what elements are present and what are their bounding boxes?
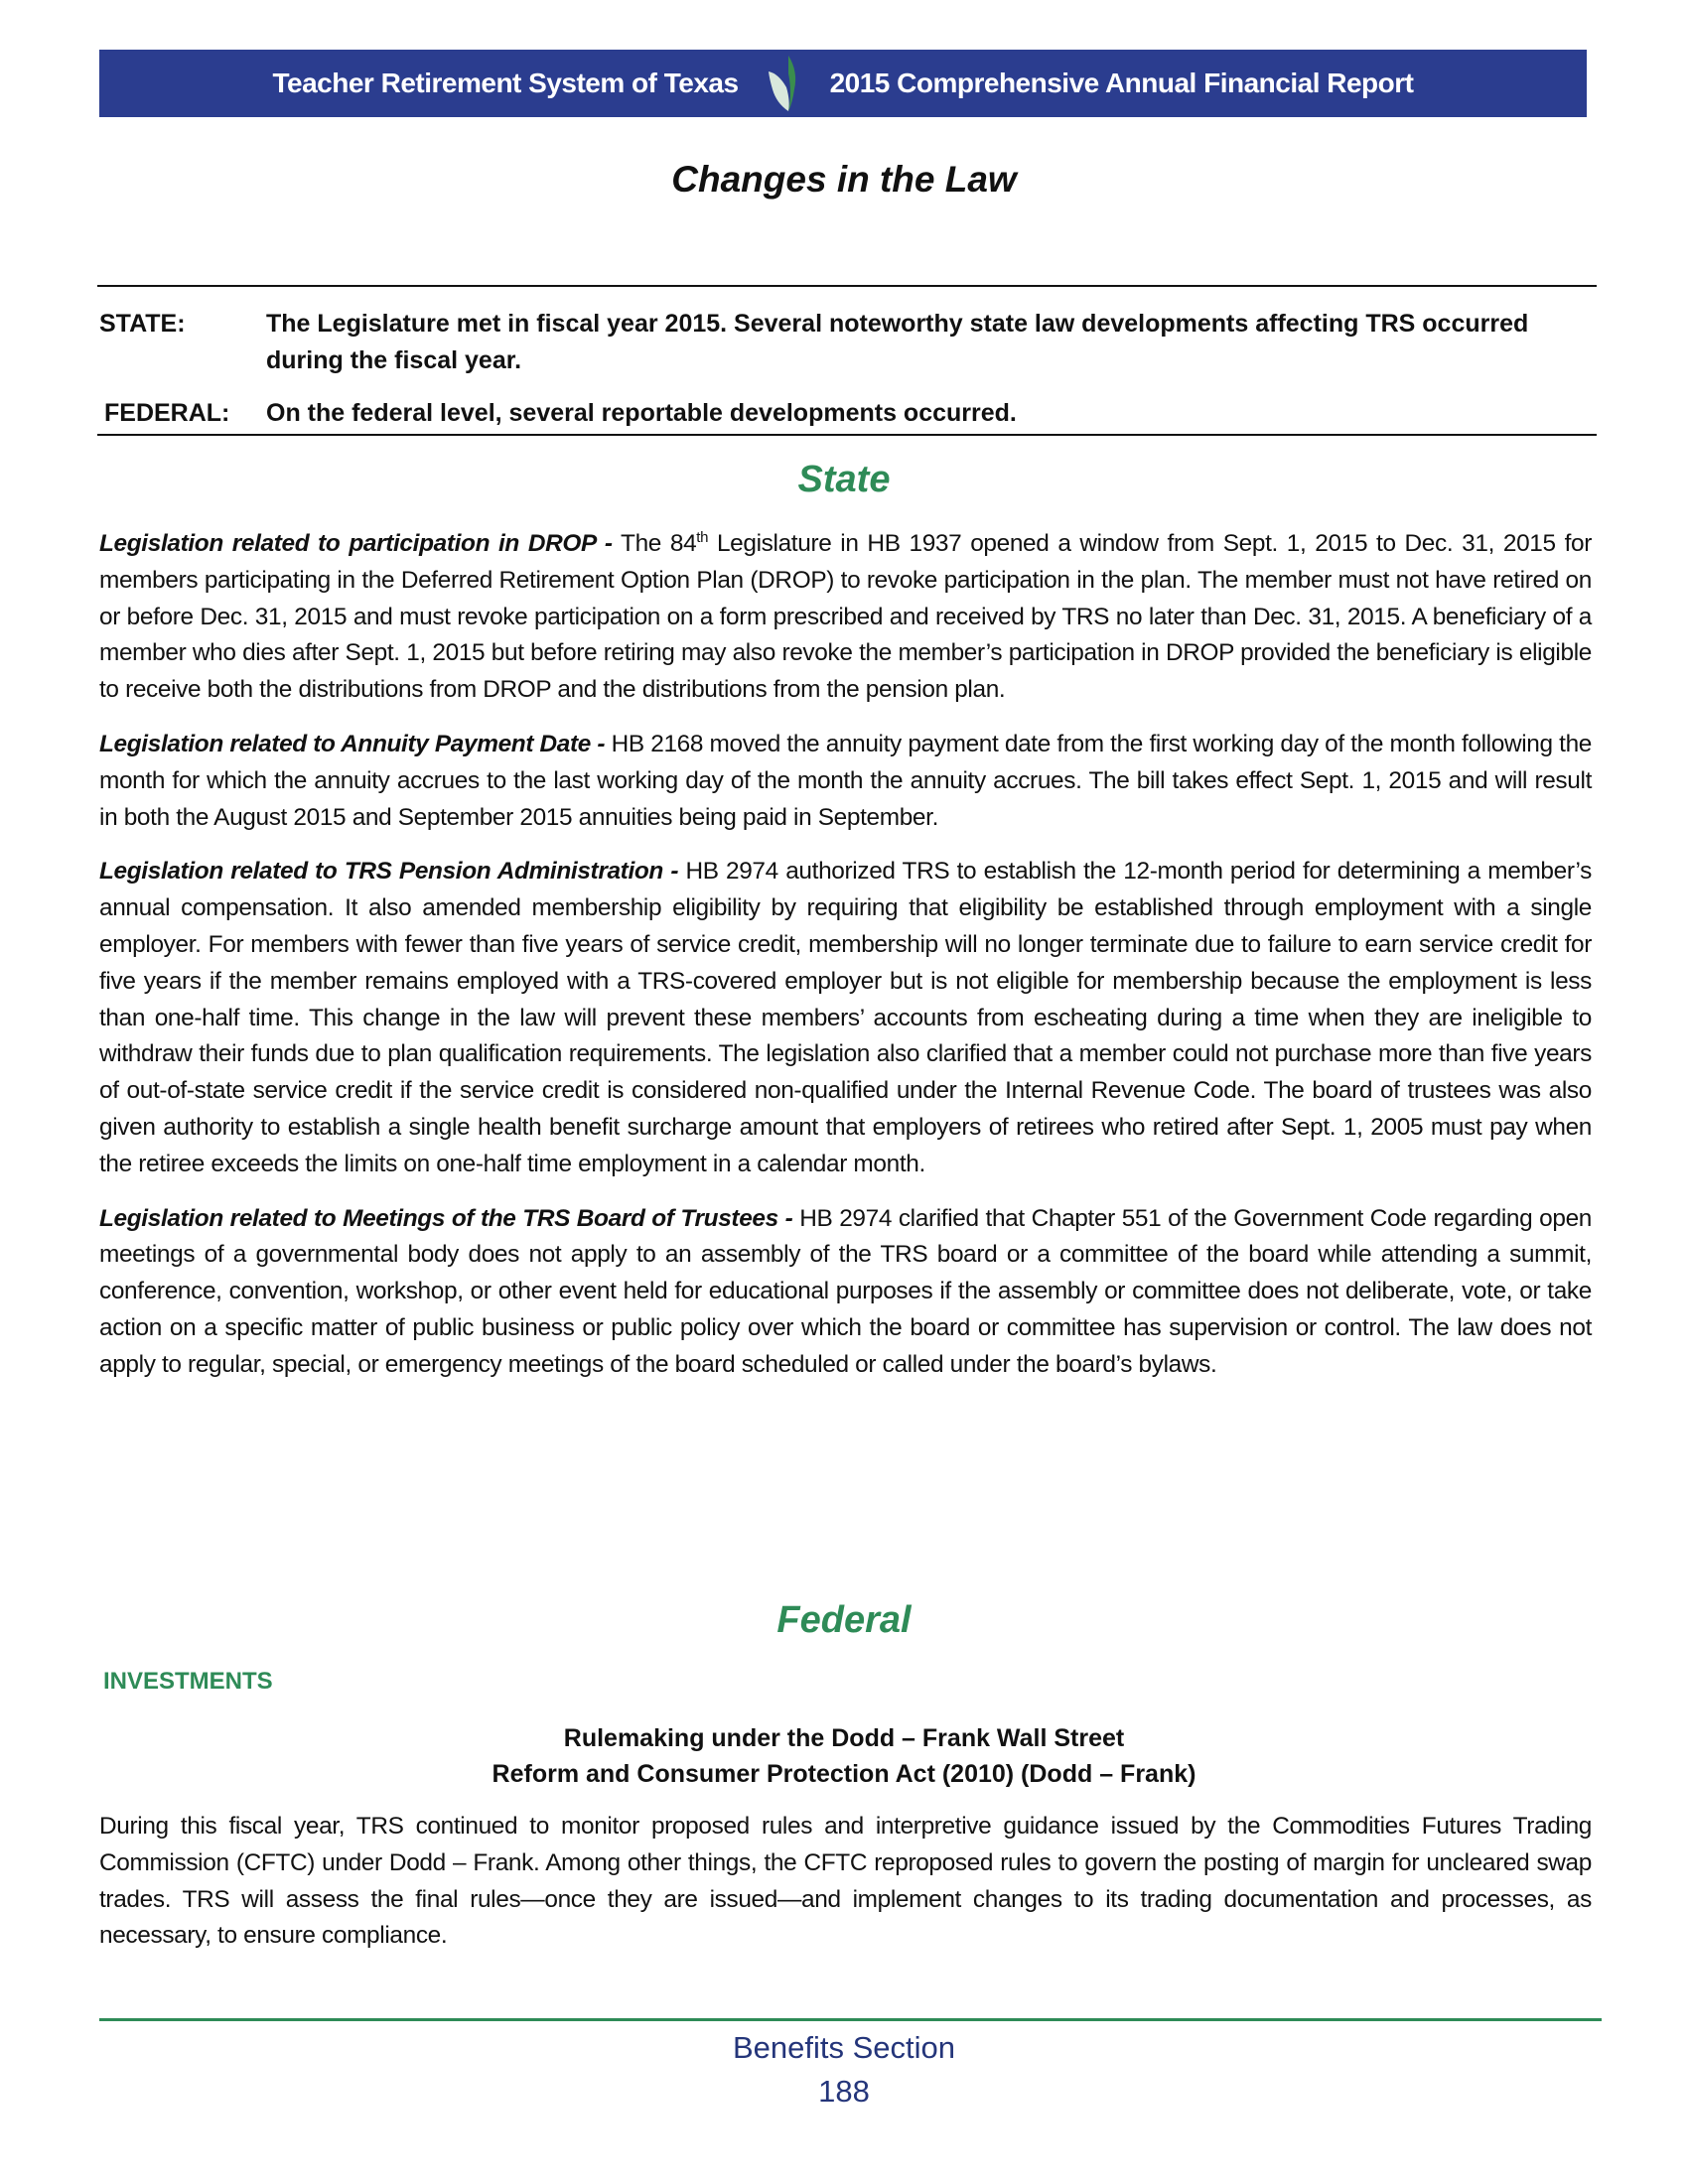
drop-paragraph [99, 526, 1592, 709]
investments-subheading: INVESTMENTS [103, 1668, 273, 1695]
report-name: 2015 Comprehensive Annual Financial Report [829, 68, 1414, 98]
summary-federal-row [99, 395, 1594, 432]
dodd-frank-title-line1: Rulemaking under the Dodd – Frank Wall Street [563, 1724, 1125, 1752]
summary-bottom-rule [97, 434, 1597, 436]
leaf-logo-icon [765, 54, 804, 113]
ordinal-suffix: th [696, 528, 709, 546]
dodd-frank-title [0, 1720, 1688, 1792]
footer-section: Benefits Section [732, 2030, 956, 2065]
annuity-lead: Legislation related to Annuity Payment Date - [99, 730, 606, 757]
board-meetings-paragraph [99, 1201, 1592, 1384]
pension-admin-lead: Legislation related to TRS Pension Administration - [99, 858, 679, 886]
dodd-frank-title-line2: Reform and Consumer Protection Act (2010) (Dodd – Frank) [492, 1760, 1196, 1788]
page-number: 188 [818, 2074, 870, 2109]
dodd-frank-paragraph: During this fiscal year, TRS continued to monitor proposed rules and interpretive guidance issued by the Commodities Futures Trading Commission (CFTC) under Dodd – Frank. Among other things, the CFTC reproposed rules to govern the posting of margin for uncleared swap trades. TRS will assess the final rules—once they are issued—and implement changes to its trading documentation and processes, as necessary, to ensure compliance. [99, 1813, 1592, 1950]
pension-admin-text: HB 2974 authorized TRS to establish the 12-month period for determining a member’s annual compensation. It also amended membership eligibility by requiring that eligibility be established through employment with a single employer. For members with fewer than five years of service credit, membership will no longer terminate due to failure to earn service credit for five years if the member remains employed with a TRS-covered employer but is not eligible for membership because the employment is less than one-half time. This change in the law will prevent these members’ accounts from escheating during a time when they are ineligible to withdraw their funds due to plan qualification requirements. The legislation also clarified that a member could not purchase more than five years of out-of-state service credit if the service credit is considered non-qualified under the Internal Revenue Code. The board of trustees was also given authority to establish a single health benefit surcharge amount that employers of retirees who retired after Sept. 1, 2005 must pay when the retiree exceeds the limits on one-half time employment in a calendar month. [99, 858, 1592, 1177]
drop-text-a: The 84 [612, 530, 697, 557]
summary-top-rule [97, 285, 1597, 287]
state-heading: State [797, 459, 891, 500]
page-title: Changes in the Law [671, 159, 1017, 200]
annuity-paragraph [99, 727, 1592, 836]
drop-lead: Legislation related to participation in DROP - [99, 530, 613, 557]
drop-text-b: Legislature in HB 1937 opened a window from Sept. 1, 2015 to Dec. 31, 2015 for members participating in the Deferred Retirement Option Plan (DROP) to revoke participation in the plan. The member must not have retired on or before Dec. 31, 2015 and must revoke participation on a form prescribed and received by TRS no later than Dec. 31, 2015. A beneficiary of a member who dies after Sept. 1, 2015 but before retiring may also revoke the member’s participation in DROP provided the beneficiary is eligible to receive both the distributions from DROP and the distributions from the pension plan. [99, 530, 1592, 704]
org-name: Teacher Retirement System of Texas [272, 68, 739, 98]
federal-heading: Federal [776, 1599, 912, 1641]
board-meetings-text: HB 2974 clarified that Chapter 551 of the Government Code regarding open meetings of a governmental body does not apply to an assembly of the TRS board or a committee of the board while attending a summit, conference, convention, workshop, or other event held for educational purposes if the assembly or committee does not deliberate, vote, or take action on a specific matter of public business or public policy over which the board or committee has supervision or control. The law does not apply to regular, special, or emergency meetings of the board scheduled or called under the board’s bylaws. [99, 1204, 1592, 1378]
summary-state-row [99, 306, 1594, 379]
annuity-text: HB 2168 moved the annuity payment date from the first working day of the month following the month for which the annuity accrues to the last working day of the month the annuity accrues. The bill takes effect Sept. 1, 2015 and will result in both the August 2015 and September 2015 annuities being paid in September. [99, 730, 1593, 831]
federal-label: FEDERAL: [104, 399, 230, 427]
pension-admin-paragraph [99, 854, 1592, 1182]
state-section-body [99, 526, 1592, 1402]
federal-summary: On the federal level, several reportable developments occurred. [266, 399, 1017, 427]
federal-section-body [99, 1809, 1592, 1973]
state-summary: The Legislature met in fiscal year 2015. Several noteworthy state law developments affecting TRS occurred during the fiscal year. [266, 310, 1529, 374]
report-header-banner [99, 50, 1587, 117]
footer-rule [99, 2018, 1602, 2021]
state-label: STATE: [99, 310, 186, 338]
board-meetings-lead: Legislation related to Meetings of the TRS Board of Trustees - [99, 1204, 793, 1232]
